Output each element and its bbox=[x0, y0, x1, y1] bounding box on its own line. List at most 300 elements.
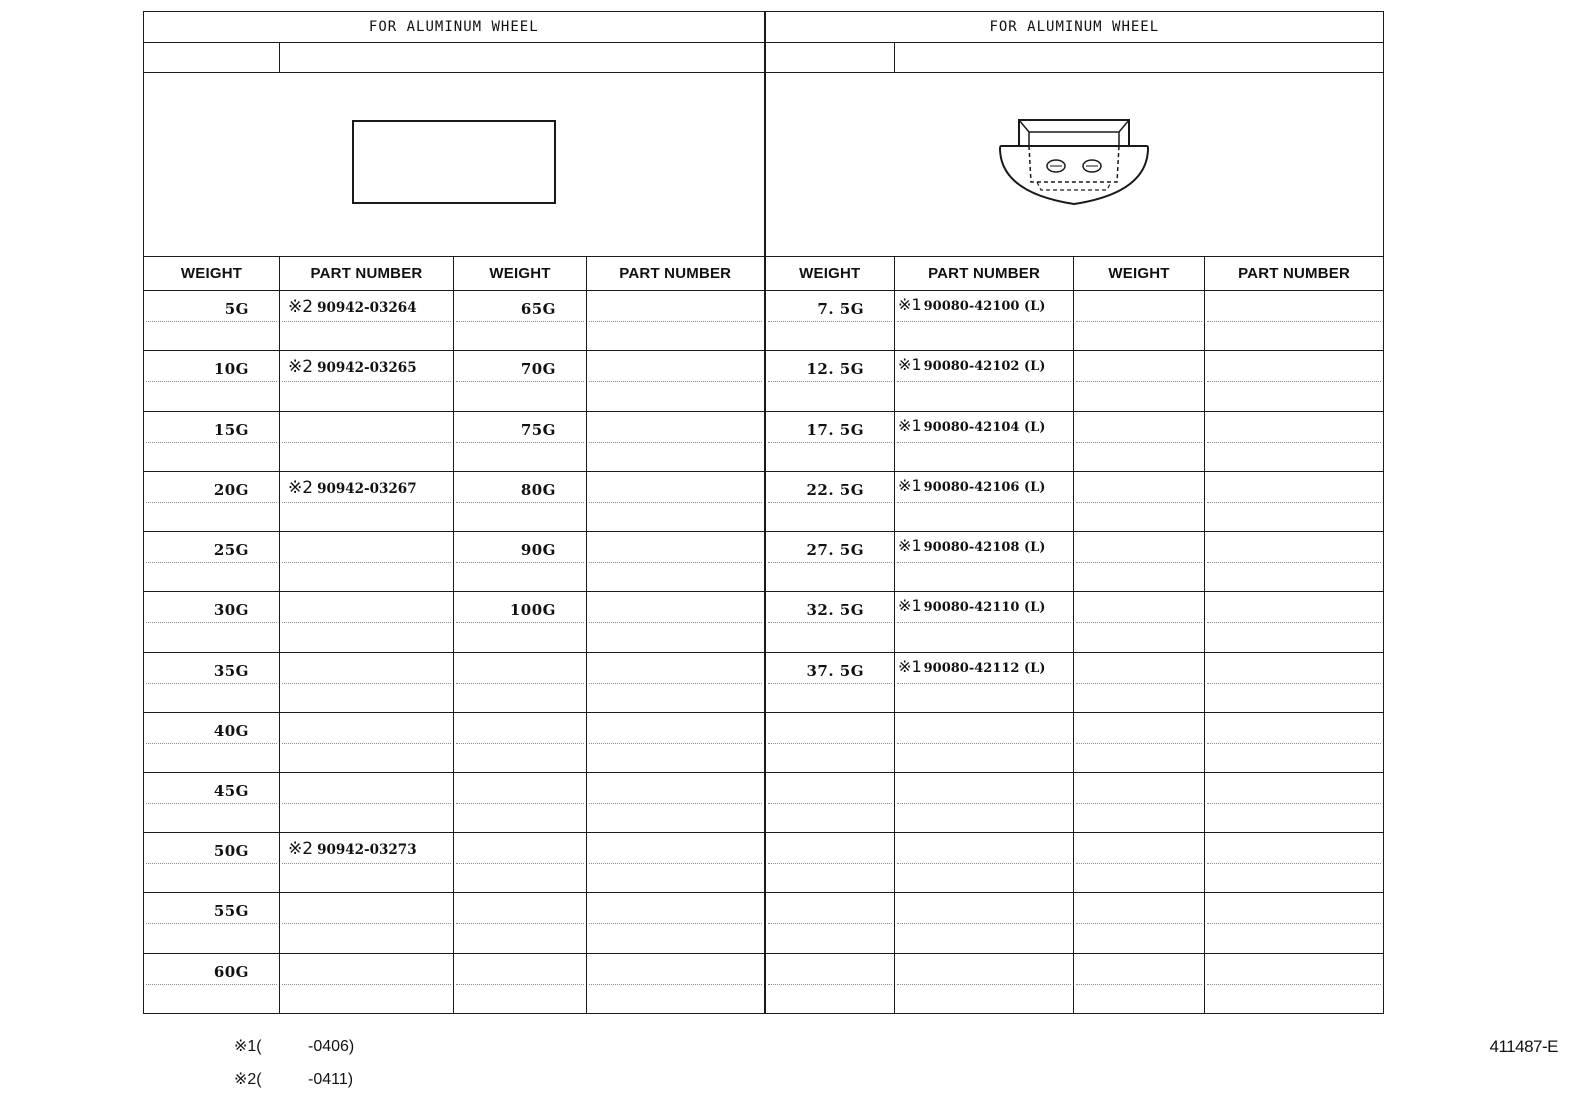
dotted-rule bbox=[589, 502, 762, 503]
part-number-value bbox=[898, 416, 1045, 435]
weight-cell bbox=[1074, 471, 1205, 531]
part-number-cell bbox=[895, 532, 1074, 592]
dotted-rule bbox=[282, 381, 451, 382]
weight-value: 22. 5G bbox=[806, 480, 865, 499]
dotted-rule bbox=[1207, 562, 1381, 563]
weight-cell bbox=[454, 411, 587, 471]
header-part-number-2: PART NUMBER bbox=[587, 256, 765, 290]
header-weight-1: WEIGHT bbox=[144, 256, 280, 290]
dotted-rule bbox=[456, 442, 584, 443]
dotted-rule bbox=[897, 743, 1071, 744]
dotted-rule bbox=[897, 442, 1071, 443]
part-number-text: 90080-42100 (L) bbox=[923, 299, 1046, 315]
part-number-value bbox=[898, 657, 1045, 676]
part-number-cell bbox=[587, 532, 765, 592]
table-row bbox=[144, 652, 1384, 712]
dotted-rule bbox=[1207, 321, 1381, 322]
part-number-cell bbox=[895, 471, 1074, 531]
weight-cell bbox=[765, 351, 895, 411]
reference-mark: ※1 bbox=[898, 536, 922, 556]
part-number-cell bbox=[895, 652, 1074, 712]
footnotes bbox=[234, 1030, 354, 1096]
dotted-rule bbox=[768, 562, 893, 563]
part-number-cell bbox=[587, 652, 765, 712]
weight-cell bbox=[144, 411, 280, 471]
weight-cell bbox=[765, 411, 895, 471]
part-number-cell bbox=[895, 351, 1074, 411]
dotted-rule bbox=[282, 923, 451, 924]
weight-cell bbox=[765, 592, 895, 652]
part-number-cell bbox=[280, 471, 454, 531]
part-number-value bbox=[898, 295, 1045, 314]
rectangular-weight-outline-icon bbox=[352, 120, 556, 204]
dotted-rule bbox=[282, 683, 451, 684]
weight-cell bbox=[1074, 652, 1205, 712]
dotted-rule bbox=[589, 622, 762, 623]
dotted-rule bbox=[1207, 923, 1381, 924]
weight-cell bbox=[454, 893, 587, 953]
table-row bbox=[144, 532, 1384, 592]
dotted-rule bbox=[1076, 562, 1202, 563]
reference-mark: ※2 bbox=[288, 297, 314, 318]
dotted-rule bbox=[897, 321, 1071, 322]
header-part-number-1: PART NUMBER bbox=[280, 256, 454, 290]
dotted-rule bbox=[146, 562, 277, 563]
dotted-rule bbox=[589, 562, 762, 563]
dotted-rule bbox=[456, 381, 584, 382]
dotted-rule bbox=[1076, 683, 1202, 684]
part-number-cell bbox=[1205, 833, 1384, 893]
dotted-rule bbox=[897, 803, 1071, 804]
footnote-1-text: -0406) bbox=[308, 1038, 355, 1055]
part-number-value bbox=[288, 357, 417, 377]
weight-value: 25G bbox=[213, 541, 249, 560]
dotted-rule bbox=[897, 863, 1071, 864]
weight-value: 100G bbox=[509, 601, 556, 620]
dotted-rule bbox=[1207, 743, 1381, 744]
weight-value: 90G bbox=[520, 541, 556, 560]
weight-value: 27. 5G bbox=[806, 541, 865, 560]
dotted-rule bbox=[282, 984, 451, 985]
dotted-rule bbox=[589, 683, 762, 684]
weight-value: 10G bbox=[213, 360, 249, 379]
dotted-rule bbox=[456, 984, 584, 985]
weight-value: 55G bbox=[213, 902, 249, 921]
weight-cell bbox=[765, 471, 895, 531]
weight-cell bbox=[144, 532, 280, 592]
dotted-rule bbox=[146, 923, 277, 924]
weight-value: 35G bbox=[213, 661, 249, 680]
weight-value: 7. 5G bbox=[817, 300, 865, 319]
weight-cell bbox=[144, 712, 280, 772]
part-number-cell bbox=[587, 712, 765, 772]
dotted-rule bbox=[146, 442, 277, 443]
weight-cell bbox=[454, 953, 587, 1013]
dotted-rule bbox=[456, 743, 584, 744]
part-number-cell bbox=[280, 953, 454, 1013]
footnote-2-mark: ※2( bbox=[234, 1071, 262, 1088]
dotted-rule bbox=[897, 381, 1071, 382]
dotted-rule bbox=[1076, 984, 1202, 985]
header-part-number-4: PART NUMBER bbox=[1205, 256, 1384, 290]
part-number-cell bbox=[895, 291, 1074, 351]
weight-value: 70G bbox=[520, 360, 556, 379]
dotted-rule bbox=[146, 321, 277, 322]
weight-cell bbox=[144, 833, 280, 893]
table-row bbox=[144, 953, 1384, 1013]
weight-cell bbox=[454, 712, 587, 772]
weight-value: 45G bbox=[213, 781, 249, 800]
table-body bbox=[144, 291, 1384, 1014]
part-number-cell bbox=[1205, 953, 1384, 1013]
weight-cell bbox=[765, 532, 895, 592]
weight-cell bbox=[1074, 772, 1205, 832]
dotted-rule bbox=[1076, 321, 1202, 322]
right-image-cell bbox=[765, 73, 1384, 257]
weight-cell bbox=[144, 291, 280, 351]
dotted-rule bbox=[768, 863, 893, 864]
reference-mark: ※1 bbox=[898, 475, 922, 495]
part-number-cell bbox=[280, 411, 454, 471]
weight-cell bbox=[454, 652, 587, 712]
weight-cell bbox=[1074, 833, 1205, 893]
header-weight-2: WEIGHT bbox=[454, 256, 587, 290]
dotted-rule bbox=[1076, 381, 1202, 382]
weight-value: 80G bbox=[520, 480, 556, 499]
part-number-cell bbox=[587, 833, 765, 893]
part-number-value bbox=[288, 478, 417, 498]
part-number-value bbox=[898, 777, 900, 796]
dotted-rule bbox=[589, 984, 762, 985]
table-row bbox=[144, 592, 1384, 652]
left-image-cell bbox=[144, 73, 765, 257]
part-number-value bbox=[898, 897, 900, 916]
reference-mark: ※1 bbox=[898, 295, 922, 315]
dotted-rule bbox=[456, 863, 584, 864]
part-number-value bbox=[898, 536, 1045, 555]
dotted-rule bbox=[146, 502, 277, 503]
table-row bbox=[144, 351, 1384, 411]
dotted-rule bbox=[456, 622, 584, 623]
footnote-1-mark: ※1( bbox=[234, 1038, 262, 1055]
dotted-rule bbox=[897, 502, 1071, 503]
part-number-value bbox=[898, 717, 900, 736]
part-number-cell bbox=[280, 652, 454, 712]
table-row bbox=[144, 712, 1384, 772]
reference-mark: ※2 bbox=[288, 839, 314, 860]
part-number-cell bbox=[1205, 532, 1384, 592]
weight-value: 5G bbox=[224, 300, 249, 319]
dotted-rule bbox=[1076, 743, 1202, 744]
weight-cell bbox=[765, 833, 895, 893]
weight-value: 30G bbox=[213, 601, 249, 620]
table-row bbox=[144, 411, 1384, 471]
right-section-title: FOR ALUMINUM WHEEL bbox=[765, 12, 1384, 43]
part-number-value bbox=[898, 596, 1045, 615]
table-row bbox=[144, 893, 1384, 953]
part-number-cell bbox=[895, 712, 1074, 772]
part-number-text: 90942-03264 bbox=[317, 300, 417, 317]
dotted-rule bbox=[456, 321, 584, 322]
clip-on-wheel-weight-icon bbox=[989, 112, 1159, 212]
part-number-value bbox=[288, 839, 417, 859]
reference-mark: ※1 bbox=[898, 415, 922, 435]
dotted-rule bbox=[1207, 803, 1381, 804]
part-number-cell bbox=[587, 592, 765, 652]
weight-cell bbox=[454, 351, 587, 411]
part-number-text: 90080-42108 (L) bbox=[923, 540, 1046, 556]
dotted-rule bbox=[456, 562, 584, 563]
table-row bbox=[144, 772, 1384, 832]
part-number-text: 90080-42102 (L) bbox=[923, 359, 1046, 375]
part-number-cell bbox=[1205, 471, 1384, 531]
dotted-rule bbox=[146, 381, 277, 382]
table-row bbox=[144, 471, 1384, 531]
part-number-cell bbox=[895, 411, 1074, 471]
dotted-rule bbox=[146, 743, 277, 744]
part-number-cell bbox=[587, 291, 765, 351]
part-number-cell bbox=[280, 592, 454, 652]
reference-mark: ※1 bbox=[898, 656, 922, 676]
part-number-cell bbox=[895, 893, 1074, 953]
weight-cell bbox=[144, 351, 280, 411]
dotted-rule bbox=[589, 321, 762, 322]
dotted-rule bbox=[1207, 502, 1381, 503]
part-number-text: 90942-03265 bbox=[317, 360, 417, 377]
dotted-rule bbox=[282, 863, 451, 864]
reference-mark: ※1 bbox=[898, 596, 922, 616]
weight-cell bbox=[765, 772, 895, 832]
left-code-cell bbox=[144, 43, 280, 73]
part-number-text: 90942-03273 bbox=[317, 842, 417, 859]
part-number-cell bbox=[1205, 772, 1384, 832]
dotted-rule bbox=[456, 502, 584, 503]
part-number-text: 90942-03267 bbox=[317, 480, 417, 497]
reference-mark: ※1 bbox=[898, 355, 922, 375]
part-number-cell bbox=[587, 471, 765, 531]
reference-mark: ※2 bbox=[288, 477, 314, 498]
dotted-rule bbox=[1076, 502, 1202, 503]
weight-value: 75G bbox=[520, 420, 556, 439]
dotted-rule bbox=[146, 622, 277, 623]
part-number-cell bbox=[280, 893, 454, 953]
table-row bbox=[144, 291, 1384, 351]
reference-mark: ※2 bbox=[288, 357, 314, 378]
weight-cell bbox=[765, 893, 895, 953]
dotted-rule bbox=[282, 803, 451, 804]
part-number-value bbox=[898, 355, 1045, 374]
dotted-rule bbox=[768, 923, 893, 924]
part-number-cell bbox=[895, 953, 1074, 1013]
weight-cell bbox=[144, 953, 280, 1013]
part-number-value bbox=[288, 719, 292, 739]
weight-cell bbox=[765, 712, 895, 772]
header-weight-4: WEIGHT bbox=[1074, 256, 1205, 290]
dotted-rule bbox=[146, 984, 277, 985]
dotted-rule bbox=[897, 923, 1071, 924]
part-number-cell bbox=[280, 532, 454, 592]
dotted-rule bbox=[897, 622, 1071, 623]
part-number-value bbox=[898, 958, 900, 977]
part-number-text: 90080-42112 (L) bbox=[923, 660, 1046, 676]
right-code-cell bbox=[765, 43, 895, 73]
weight-value: 32. 5G bbox=[806, 601, 865, 620]
header-part-number-3: PART NUMBER bbox=[895, 256, 1074, 290]
wheel-weight-parts-table bbox=[143, 11, 1384, 1014]
dotted-rule bbox=[1207, 984, 1381, 985]
weight-value: 20G bbox=[213, 480, 249, 499]
weight-cell bbox=[144, 772, 280, 832]
part-number-cell bbox=[1205, 893, 1384, 953]
weight-value: 12. 5G bbox=[806, 360, 865, 379]
weight-cell bbox=[1074, 712, 1205, 772]
dotted-rule bbox=[768, 502, 893, 503]
part-number-cell bbox=[895, 772, 1074, 832]
weight-value: 60G bbox=[213, 962, 249, 981]
part-number-cell bbox=[1205, 351, 1384, 411]
weight-cell bbox=[765, 291, 895, 351]
dotted-rule bbox=[1207, 622, 1381, 623]
part-number-value bbox=[288, 899, 292, 919]
part-number-value bbox=[288, 960, 292, 980]
dotted-rule bbox=[146, 863, 277, 864]
footnote-1 bbox=[234, 1030, 354, 1063]
part-number-cell bbox=[587, 953, 765, 1013]
dotted-rule bbox=[282, 562, 451, 563]
dotted-rule bbox=[897, 683, 1071, 684]
dotted-rule bbox=[1207, 863, 1381, 864]
part-number-cell bbox=[1205, 411, 1384, 471]
weight-cell bbox=[454, 291, 587, 351]
dotted-rule bbox=[1207, 381, 1381, 382]
dotted-rule bbox=[282, 743, 451, 744]
part-number-cell bbox=[587, 411, 765, 471]
dotted-rule bbox=[897, 562, 1071, 563]
part-number-cell bbox=[1205, 592, 1384, 652]
footnote-2-text: -0411) bbox=[308, 1071, 354, 1088]
part-number-value bbox=[288, 598, 292, 618]
dotted-rule bbox=[146, 683, 277, 684]
table-row bbox=[144, 833, 1384, 893]
dotted-rule bbox=[146, 803, 277, 804]
weight-cell bbox=[144, 592, 280, 652]
part-number-value bbox=[288, 538, 292, 558]
dotted-rule bbox=[589, 803, 762, 804]
dotted-rule bbox=[282, 321, 451, 322]
weight-cell bbox=[454, 471, 587, 531]
weight-value: 40G bbox=[213, 721, 249, 740]
dotted-rule bbox=[589, 743, 762, 744]
weight-cell bbox=[1074, 351, 1205, 411]
dotted-rule bbox=[768, 381, 893, 382]
part-number-cell bbox=[587, 893, 765, 953]
dotted-rule bbox=[282, 622, 451, 623]
dotted-rule bbox=[589, 442, 762, 443]
part-number-value bbox=[288, 659, 292, 679]
weight-cell bbox=[1074, 592, 1205, 652]
part-number-text: 90080-42110 (L) bbox=[923, 600, 1046, 616]
dotted-rule bbox=[1207, 442, 1381, 443]
dotted-rule bbox=[768, 984, 893, 985]
dotted-rule bbox=[456, 923, 584, 924]
dotted-rule bbox=[589, 863, 762, 864]
weight-cell bbox=[144, 893, 280, 953]
dotted-rule bbox=[1076, 622, 1202, 623]
dotted-rule bbox=[1076, 442, 1202, 443]
part-number-cell bbox=[280, 351, 454, 411]
weight-cell bbox=[765, 953, 895, 1013]
part-number-cell bbox=[1205, 652, 1384, 712]
dotted-rule bbox=[768, 442, 893, 443]
weight-value: 65G bbox=[520, 300, 556, 319]
weight-cell bbox=[454, 772, 587, 832]
dotted-rule bbox=[1076, 863, 1202, 864]
part-number-cell bbox=[280, 833, 454, 893]
dotted-rule bbox=[768, 683, 893, 684]
footnote-2 bbox=[234, 1063, 354, 1096]
part-number-value bbox=[288, 418, 292, 438]
part-number-text: 90080-42104 (L) bbox=[923, 419, 1046, 435]
weight-cell bbox=[1074, 411, 1205, 471]
weight-cell bbox=[765, 652, 895, 712]
dotted-rule bbox=[768, 803, 893, 804]
header-weight-3: WEIGHT bbox=[765, 256, 895, 290]
left-description-cell bbox=[280, 43, 765, 73]
weight-cell bbox=[1074, 532, 1205, 592]
part-number-text: 90080-42106 (L) bbox=[923, 479, 1046, 495]
part-number-cell bbox=[1205, 291, 1384, 351]
weight-value: 17. 5G bbox=[806, 420, 865, 439]
dotted-rule bbox=[1076, 923, 1202, 924]
weight-cell bbox=[454, 532, 587, 592]
dotted-rule bbox=[897, 984, 1071, 985]
weight-cell bbox=[144, 652, 280, 712]
weight-cell bbox=[144, 471, 280, 531]
weight-cell bbox=[454, 833, 587, 893]
dotted-rule bbox=[456, 803, 584, 804]
part-number-value bbox=[898, 837, 900, 856]
part-number-cell bbox=[280, 712, 454, 772]
part-number-value bbox=[288, 779, 292, 799]
dotted-rule bbox=[589, 381, 762, 382]
part-number-cell bbox=[1205, 712, 1384, 772]
part-number-value bbox=[898, 476, 1045, 495]
weight-value: 37. 5G bbox=[806, 661, 865, 680]
weight-cell bbox=[454, 592, 587, 652]
part-number-cell bbox=[280, 772, 454, 832]
dotted-rule bbox=[1076, 803, 1202, 804]
part-number-cell bbox=[280, 291, 454, 351]
weight-cell bbox=[1074, 291, 1205, 351]
part-number-cell bbox=[587, 772, 765, 832]
dotted-rule bbox=[282, 442, 451, 443]
weight-cell bbox=[1074, 953, 1205, 1013]
dotted-rule bbox=[456, 683, 584, 684]
reference-code: 411487-E bbox=[1489, 1037, 1558, 1056]
part-number-cell bbox=[587, 351, 765, 411]
left-section-title: FOR ALUMINUM WHEEL bbox=[144, 12, 765, 43]
part-number-cell bbox=[895, 592, 1074, 652]
right-description-cell bbox=[895, 43, 1384, 73]
dotted-rule bbox=[768, 622, 893, 623]
weight-value: 50G bbox=[213, 842, 249, 861]
dotted-rule bbox=[282, 502, 451, 503]
dotted-rule bbox=[589, 923, 762, 924]
weight-value: 15G bbox=[213, 420, 249, 439]
part-number-cell bbox=[895, 833, 1074, 893]
weight-cell bbox=[1074, 893, 1205, 953]
part-number-value bbox=[288, 297, 417, 317]
